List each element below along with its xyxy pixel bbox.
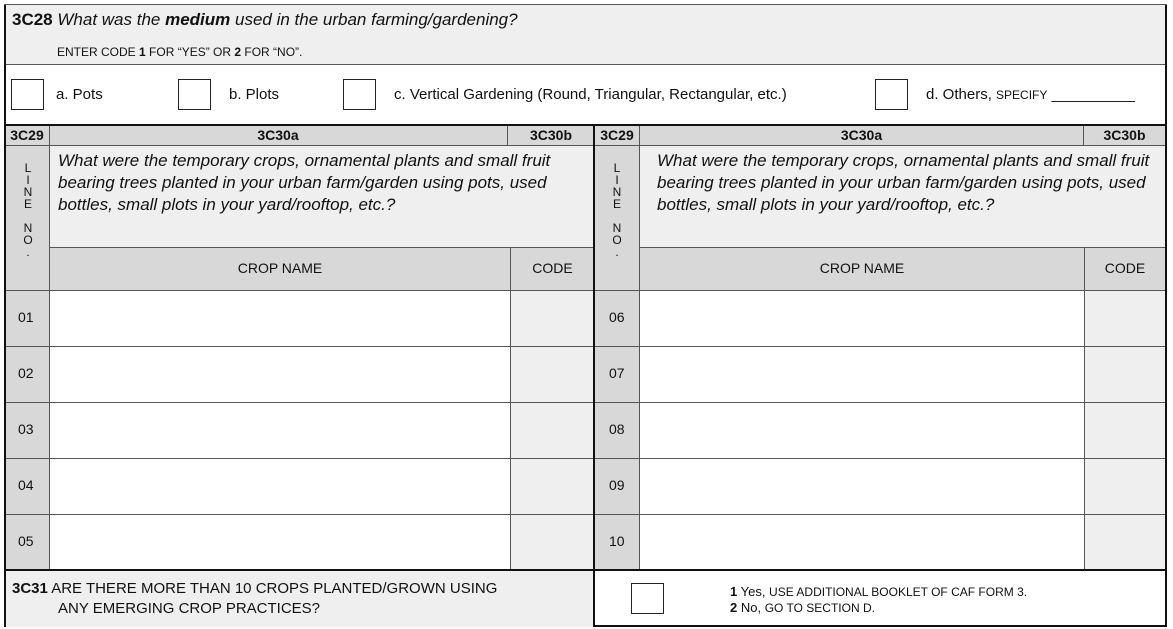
left-vline-code — [510, 248, 511, 569]
option-d-specify: SPECIFY — [996, 88, 1048, 102]
row-number: 10 — [609, 533, 625, 549]
row-number: 09 — [609, 477, 625, 493]
q31-option-no — [730, 600, 1027, 616]
left-question-text: What were the temporary crops, ornamental plants and small fruit bearing trees planted in your urban farm/garden using pots, used bottles, small plots in your yard/rooftop, etc.? — [58, 151, 551, 214]
row-number: 06 — [609, 309, 625, 325]
option-c-label: c. Vertical Gardening (Round, Triangular, Rectangular, etc.) — [394, 86, 787, 103]
crop-code-field[interactable] — [1085, 459, 1165, 514]
lineno-letter: E — [612, 197, 621, 211]
q31-option-yes — [730, 584, 1027, 600]
lineno-letter: O — [23, 233, 33, 247]
q28-text-bold: medium — [165, 10, 231, 29]
lineno-letter: I — [615, 173, 619, 187]
q28-instruction-pre: ENTER CODE — [57, 45, 140, 59]
option-b-label: b. Plots — [229, 86, 280, 103]
q31-line1: ARE THERE MORE THAN 10 CROPS PLANTED/GROWN USING — [51, 580, 498, 597]
crop-name-field[interactable] — [50, 403, 510, 458]
option-d-blank[interactable]: __________ — [1051, 86, 1135, 103]
option-d-checkbox[interactable] — [875, 79, 908, 110]
row-number: 08 — [609, 421, 625, 437]
q31-opt1-text: Yes, — [737, 584, 770, 599]
row-rule — [595, 514, 1165, 515]
left-lineno-label — [6, 162, 50, 258]
lineno-letter: L — [24, 161, 32, 175]
row-number: 07 — [609, 365, 625, 381]
crop-name-field[interactable] — [640, 515, 1084, 569]
left-header-crop: 3C30a — [257, 127, 299, 143]
crop-name-field[interactable] — [50, 459, 510, 514]
row-number: 02 — [18, 365, 34, 381]
row-number: 01 — [18, 309, 34, 325]
q28-instruction-post: FOR “NO”. — [241, 45, 303, 59]
option-c-checkbox[interactable] — [343, 79, 376, 110]
right-vline-header-code — [1083, 126, 1084, 146]
row-rule — [6, 346, 594, 347]
option-a-checkbox[interactable] — [11, 79, 44, 110]
row-rule — [6, 514, 594, 515]
row-rule — [6, 402, 594, 403]
q31-checkbox[interactable] — [631, 583, 664, 614]
crop-code-field[interactable] — [511, 459, 594, 514]
row-number: 04 — [18, 477, 34, 493]
right-vline-code — [1084, 248, 1085, 569]
left-header-line: 3C29 — [10, 127, 44, 143]
right-col-code: CODE — [1104, 260, 1146, 276]
lineno-letter: N — [612, 221, 622, 235]
q31-opt2-code: 2 — [730, 600, 738, 615]
q31-options — [730, 584, 1027, 616]
q28-instruction-code1: 1 — [139, 45, 146, 59]
left-col-crop-name: CROP NAME — [237, 260, 323, 276]
crop-name-field[interactable] — [50, 347, 510, 402]
left-vline-header-code — [507, 126, 508, 146]
lineno-letter: E — [23, 197, 32, 211]
row-rule — [595, 458, 1165, 459]
crop-name-field[interactable] — [640, 459, 1084, 514]
row-rule — [6, 458, 594, 459]
crop-name-field[interactable] — [50, 291, 510, 346]
q31-opt1-code: 1 — [730, 584, 738, 599]
q31-line2: ANY EMERGING CROP PRACTICES? — [58, 600, 321, 617]
lineno-letter: N — [612, 185, 622, 199]
right-header-crop: 3C30a — [840, 127, 883, 143]
lineno-letter: O — [612, 233, 622, 247]
right-lineno-label — [595, 162, 639, 258]
q28-question — [12, 10, 518, 30]
lineno-letter: N — [23, 185, 33, 199]
right-header-code: 3C30b — [1103, 127, 1146, 143]
q31-opt2-small: GO TO SECTION D. — [764, 601, 875, 615]
crop-code-field[interactable] — [511, 403, 594, 458]
lineno-letter: . — [615, 245, 619, 259]
left-header-code: 3C30b — [529, 127, 573, 143]
left-col-code: CODE — [532, 260, 573, 276]
option-d-main: d. Others, — [926, 86, 997, 103]
left-vline-lineno — [49, 126, 50, 569]
crop-name-field[interactable] — [640, 403, 1084, 458]
row-number: 03 — [18, 421, 34, 437]
q31-opt2-text: No, — [737, 600, 765, 615]
right-question-text: What were the temporary crops, ornamental plants and small fruit bearing trees planted in your urban farm/garden using pots, used bottles, small plots in your yard/rooftop, etc.? — [657, 151, 1150, 214]
option-a-label: a. Pots — [56, 86, 103, 103]
q31-opt1-small: USE ADDITIONAL BOOKLET OF CAF FORM 3. — [769, 585, 1028, 599]
right-vline-lineno — [639, 126, 640, 569]
option-b-checkbox[interactable] — [178, 79, 211, 110]
crop-name-field[interactable] — [640, 291, 1084, 346]
q28-id: 3C28 — [12, 10, 53, 29]
q28-text-before: What was the — [57, 10, 166, 29]
right-header-line: 3C29 — [600, 127, 634, 143]
row-rule — [595, 346, 1165, 347]
crop-code-field[interactable] — [511, 347, 594, 402]
right-col-crop-name: CROP NAME — [819, 260, 905, 276]
crop-code-field[interactable] — [511, 515, 594, 569]
lineno-letter: L — [613, 161, 621, 175]
crop-code-field[interactable] — [1085, 515, 1165, 569]
rule-q28 — [6, 64, 1165, 65]
q28-instruction-mid: FOR “YES” OR — [145, 45, 235, 59]
lineno-letter: I — [26, 173, 30, 187]
q28-instruction-code2: 2 — [234, 45, 242, 59]
q31-question — [12, 579, 497, 619]
row-number: 05 — [18, 533, 34, 549]
crop-code-field[interactable] — [511, 291, 594, 346]
crop-code-field[interactable] — [1085, 403, 1165, 458]
lineno-letter: . — [26, 245, 30, 259]
crop-name-field[interactable] — [640, 347, 1084, 402]
q28-text-after: used in the urban farming/gardening? — [230, 10, 518, 29]
crop-code-field[interactable] — [1085, 347, 1165, 402]
lineno-letter: N — [23, 221, 33, 235]
option-d-label — [926, 86, 1135, 103]
crop-form — [4, 4, 1167, 627]
row-rule — [595, 402, 1165, 403]
crop-name-field[interactable] — [50, 515, 510, 569]
q28-instruction — [57, 45, 302, 59]
q31-id: 3C31 — [12, 580, 48, 597]
crop-code-field[interactable] — [1085, 291, 1165, 346]
